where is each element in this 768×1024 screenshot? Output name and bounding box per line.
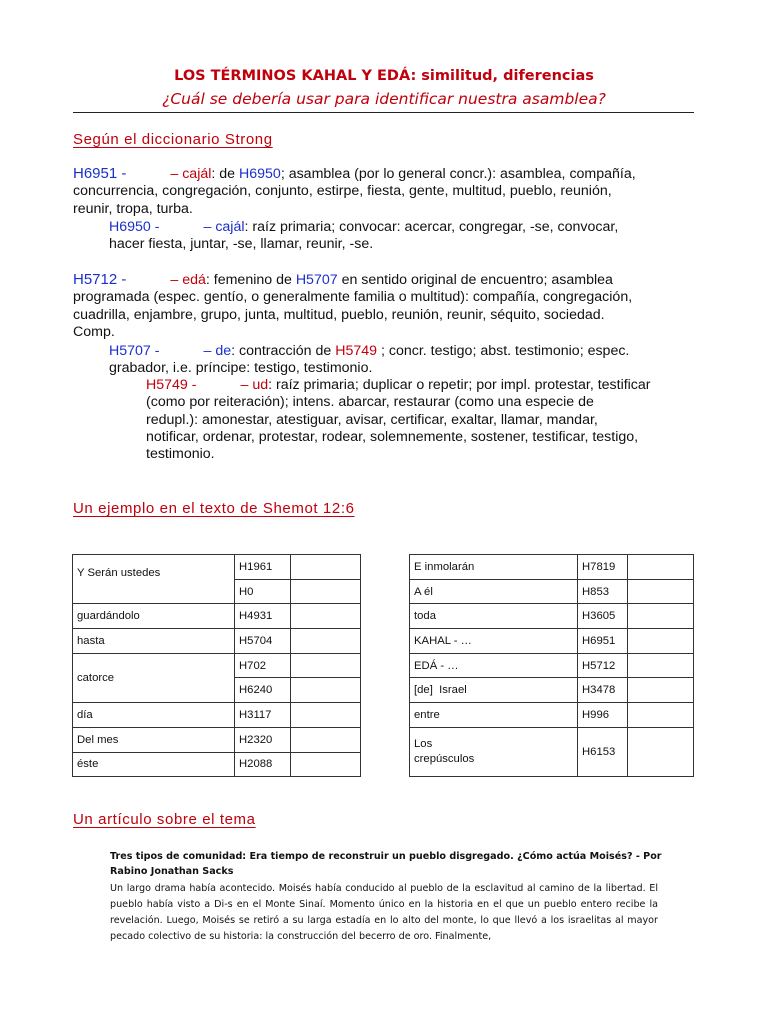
table-cell-empty (291, 703, 361, 728)
word-table-left (72, 554, 361, 777)
table-cell-word: Del mes (73, 727, 235, 752)
table-cell-code: H5704 (235, 629, 291, 654)
table-row (410, 555, 694, 580)
table-row (73, 604, 361, 629)
section-heading-article: Un artículo sobre el tema (73, 811, 256, 828)
table-cell-empty (628, 604, 694, 629)
table-cell-code: H996 (578, 703, 628, 728)
table-cell-empty (628, 555, 694, 580)
table-cell-empty (291, 653, 361, 678)
table-cell-code: H3117 (235, 703, 291, 728)
strong-code: H5712 - (73, 271, 127, 288)
table-row (410, 678, 694, 703)
table-row (73, 727, 361, 752)
table-cell-word: día (73, 703, 235, 728)
table-cell-word: Y Serán ustedes (73, 555, 235, 604)
table-cell-word: [de] Israel (410, 678, 578, 703)
strong-word: – ud (240, 377, 269, 393)
table-row (73, 653, 361, 678)
table-cell-empty (291, 752, 361, 777)
word-table-right (409, 554, 694, 777)
table-row (410, 727, 694, 776)
document-title: LOS TÉRMINOS KAHAL Y EDÁ: similitud, diferencias (174, 68, 594, 84)
strong-entry-h6951: H6951 - – cajál: de H6950; asamblea (por lo general concr.): asamblea, compañía, concurrencia, congregación, conjunto, estirpe, fiesta, gente, multitud, pueblo, reunión, reunir, tropa, turba. (73, 165, 636, 217)
table-cell-empty (628, 703, 694, 728)
table-cell-code: H3605 (578, 604, 628, 629)
section-heading-strong: Según el diccionario Strong (73, 131, 273, 148)
strong-code: H5707 - (109, 343, 160, 359)
article-body: Un largo drama había acontecido. Moisés había conducido al pueblo de la esclavitud al camino de la libertad. El pueblo había visto a Di-s en el Monte Sinaí. Momento único en la historia en el que un pueblo entero recibe la revelación. Luego, Moisés se retiró a su larga estadía en lo alto del monte, lo que llevó a los israelitas al mayor pecado colectivo de su historia: la construcción del becerro de oro. Finalmente, (110, 883, 658, 942)
strong-entry-h5707: H5707 - – de: contracción de H5749 ; concr. testigo; abst. testimonio; espec. grabador, i.e. príncipe: testigo, testimonio. (109, 343, 630, 377)
table-row (410, 653, 694, 678)
strong-ref: H6950 (239, 166, 281, 182)
table-cell-code: H6240 (235, 678, 291, 703)
table-cell-word: entre (410, 703, 578, 728)
table-cell-word: KAHAL - … (410, 629, 578, 654)
table-cell-empty (291, 579, 361, 604)
strong-word: – edá (170, 272, 206, 288)
table-row (410, 703, 694, 728)
table-cell-word: guardándolo (73, 604, 235, 629)
table-cell-code: H4931 (235, 604, 291, 629)
table-cell-empty (291, 727, 361, 752)
table-cell-word: A él (410, 579, 578, 604)
strong-code: H6950 - (109, 219, 160, 235)
strong-code: H6951 - (73, 165, 127, 182)
table-cell-empty (291, 555, 361, 580)
table-cell-empty (291, 604, 361, 629)
strong-word: – cajál (170, 166, 212, 182)
table-cell-code: H6951 (578, 629, 628, 654)
strong-word: – de (203, 343, 232, 359)
strong-entry-h5712: H5712 - – edá: femenino de H5707 en sentido original de encuentro; asamblea programada (espec. gentío, o generalmente familia o multitud): compañía, congregación, cuadrilla, enjambre, grupo, junta, multitud, pueblo, reunión, reunir, séquito, sociedad. Comp. (73, 271, 633, 340)
table-cell-empty (628, 653, 694, 678)
strong-ref: H5707 (295, 272, 338, 288)
table-cell-code: H7819 (578, 555, 628, 580)
table-cell-word: hasta (73, 629, 235, 654)
table-cell-code: H1961 (235, 555, 291, 580)
table-cell-code: H853 (578, 579, 628, 604)
table-cell-empty (628, 678, 694, 703)
table-cell-empty (628, 727, 694, 776)
table-cell-word: EDÁ - … (410, 653, 578, 678)
table-cell-code: H0 (235, 579, 291, 604)
table-cell-word: toda (410, 604, 578, 629)
table-cell-code: H3478 (578, 678, 628, 703)
table-row (410, 579, 694, 604)
table-row (410, 629, 694, 654)
table-row (73, 629, 361, 654)
table-cell-empty (628, 629, 694, 654)
table-cell-empty (291, 629, 361, 654)
table-cell-word: catorce (73, 653, 235, 702)
section-heading-example: Un ejemplo en el texto de Shemot 12:6 (73, 500, 355, 517)
table-row (410, 604, 694, 629)
strong-ref: H5749 (335, 343, 378, 359)
table-row (73, 703, 361, 728)
strong-entry-h6950: H6950 - – cajál: raíz primaria; convocar: acercar, congregar, -se, convocar, hacer fiesta, juntar, -se, llamar, reunir, -se. (109, 219, 619, 253)
table-cell-code: H2088 (235, 752, 291, 777)
title-divider (73, 112, 694, 113)
table-cell-word: E inmolarán (410, 555, 578, 580)
table-row (73, 555, 361, 580)
table-cell-code: H5712 (578, 653, 628, 678)
strong-code: H5749 - (146, 377, 197, 393)
strong-entry-h5749: H5749 - – ud: raíz primaria; duplicar o repetir; por impl. protestar, testificar (como por reiteración); intens. abarcar, restaurar (como una especie de redupl.): amonestar, atestiguar, avisar, certificar, exaltar, llamar, mandar, notificar, ordenar, protestar, rodear, solemnemente, sostener, testificar, testigo, testimonio. (146, 377, 651, 463)
table-cell-empty (628, 579, 694, 604)
article-title: Tres tipos de comunidad: Era tiempo de reconstruir un pueblo disgregado. ¿Cómo actúa Moisés? - Por Rabino Jonathan Sacks (110, 851, 662, 877)
document-subtitle: ¿Cuál se debería usar para identificar nuestra asamblea? (162, 90, 606, 108)
table-row (73, 752, 361, 777)
table-cell-word: Los crepúsculos (410, 727, 578, 776)
table-cell-empty (291, 678, 361, 703)
table-cell-code: H2320 (235, 727, 291, 752)
table-cell-word: éste (73, 752, 235, 777)
strong-word: – cajál (203, 219, 245, 235)
table-cell-code: H6153 (578, 727, 628, 776)
table-cell-code: H702 (235, 653, 291, 678)
